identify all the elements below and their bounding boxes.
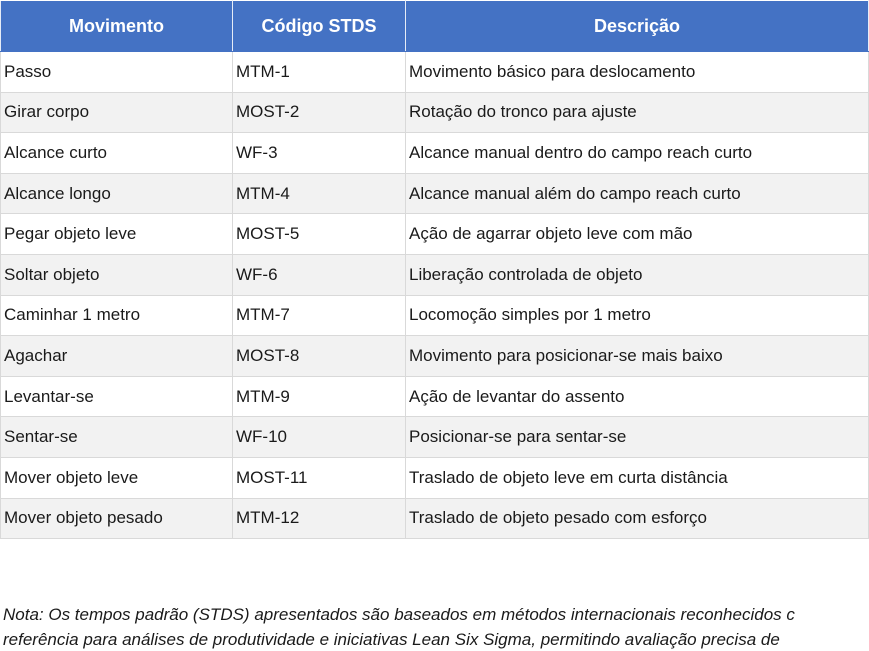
descricao-cell: Ação de agarrar objeto leve com mão <box>406 214 869 255</box>
codigo-cell: MTM-4 <box>233 173 406 214</box>
table-row <box>1 498 869 539</box>
descricao-cell: Movimento básico para deslocamento <box>406 52 869 93</box>
table-row <box>1 52 869 93</box>
descricao-cell: Alcance manual dentro do campo reach curto <box>406 133 869 174</box>
movimento-cell: Mover objeto pesado <box>1 498 233 539</box>
movimento-cell: Caminhar 1 metro <box>1 295 233 336</box>
table-body <box>1 52 869 539</box>
table-row <box>1 457 869 498</box>
movimento-cell: Mover objeto leve <box>1 457 233 498</box>
codigo-cell: MTM-9 <box>233 376 406 417</box>
descricao-cell: Ação de levantar do assento <box>406 376 869 417</box>
movimento-cell: Alcance longo <box>1 173 233 214</box>
movimento-cell: Levantar-se <box>1 376 233 417</box>
codigo-cell: MOST-2 <box>233 92 406 133</box>
movimento-cell: Soltar objeto <box>1 254 233 295</box>
codigo-cell: MOST-8 <box>233 336 406 377</box>
table-row <box>1 254 869 295</box>
table-header <box>1 1 869 52</box>
descricao-cell: Rotação do tronco para ajuste <box>406 92 869 133</box>
codigo-cell: WF-3 <box>233 133 406 174</box>
table-row <box>1 214 869 255</box>
descricao-cell: Locomoção simples por 1 metro <box>406 295 869 336</box>
movimento-cell: Agachar <box>1 336 233 377</box>
movimento-cell: Sentar-se <box>1 417 233 458</box>
table-row <box>1 336 869 377</box>
descricao-cell: Movimento para posicionar-se mais baixo <box>406 336 869 377</box>
header-codigo-stds: Código STDS <box>233 1 406 52</box>
descricao-cell: Posicionar-se para sentar-se <box>406 417 869 458</box>
header-movimento: Movimento <box>1 1 233 52</box>
descricao-cell: Alcance manual além do campo reach curto <box>406 173 869 214</box>
codigo-cell: WF-6 <box>233 254 406 295</box>
codigo-cell: MOST-5 <box>233 214 406 255</box>
table-row <box>1 376 869 417</box>
descricao-cell: Traslado de objeto leve em curta distância <box>406 457 869 498</box>
table-row <box>1 133 869 174</box>
movimento-cell: Passo <box>1 52 233 93</box>
codigo-cell: WF-10 <box>233 417 406 458</box>
descricao-cell: Liberação controlada de objeto <box>406 254 869 295</box>
footnote-line-1: Nota: Os tempos padrão (STDS) apresentados são baseados em métodos internacionais reconhecidos c <box>3 605 795 624</box>
footnote-line-2: referência para análises de produtividade e iniciativas Lean Six Sigma, permitindo avaliação precisa de <box>3 630 780 649</box>
table-row <box>1 173 869 214</box>
footnote <box>3 602 869 651</box>
codigo-cell: MTM-12 <box>233 498 406 539</box>
movimento-cell: Pegar objeto leve <box>1 214 233 255</box>
header-descricao: Descrição <box>406 1 869 52</box>
codigo-cell: MTM-7 <box>233 295 406 336</box>
table-row <box>1 92 869 133</box>
codigo-cell: MOST-11 <box>233 457 406 498</box>
movimento-cell: Girar corpo <box>1 92 233 133</box>
movimento-cell: Alcance curto <box>1 133 233 174</box>
header-row <box>1 1 869 52</box>
table-row <box>1 417 869 458</box>
descricao-cell: Traslado de objeto pesado com esforço <box>406 498 869 539</box>
table-row <box>1 295 869 336</box>
codigo-cell: MTM-1 <box>233 52 406 93</box>
